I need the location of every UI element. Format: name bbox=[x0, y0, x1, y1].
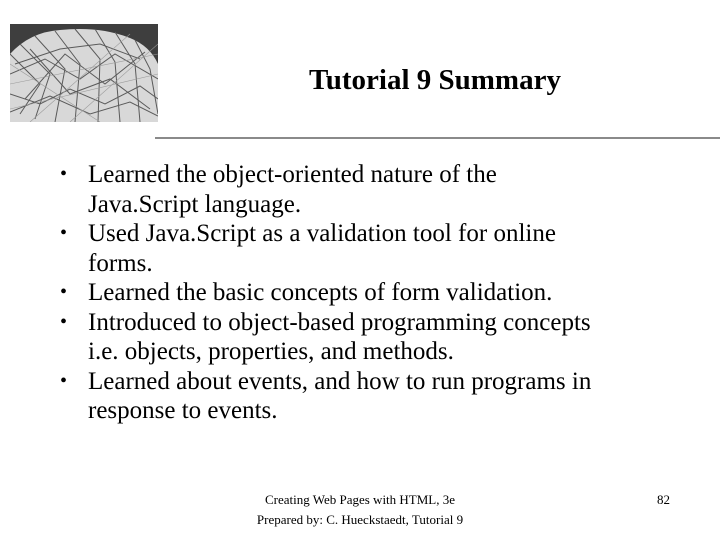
footer-line: Creating Web Pages with HTML, 3e bbox=[264, 492, 456, 507]
bullet-dot-icon: • bbox=[60, 222, 68, 244]
bullet-dot-icon: • bbox=[60, 310, 68, 333]
bullet-item bbox=[54, 219, 694, 278]
bullet-text-line: Used Java.Script as a validation tool for online bbox=[88, 220, 556, 247]
bullet-dot-icon: • bbox=[60, 163, 68, 185]
bullet-dot-icon: • bbox=[60, 369, 68, 392]
bullet-item bbox=[54, 308, 694, 367]
slide-footer bbox=[200, 490, 520, 530]
title-divider bbox=[155, 137, 720, 139]
footer-line: Prepared by: C. Hueckstaedt, Tutorial 9 bbox=[256, 512, 464, 527]
bullet-text-line: Java.Script language. bbox=[88, 190, 302, 218]
bullet-dot-icon: • bbox=[60, 281, 68, 303]
bullet-text-line: Learned the object-oriented nature of the bbox=[88, 161, 497, 188]
wireframe-net-graphic bbox=[10, 24, 158, 122]
bullet-text-line: Learned the basic concepts of form validation. bbox=[88, 279, 553, 306]
bullet-list bbox=[54, 160, 694, 426]
bullet-text-line: response to events. bbox=[88, 397, 278, 424]
bullet-text-line: Introduced to object-based programming concepts bbox=[88, 308, 591, 336]
page-number: 82 bbox=[657, 492, 670, 507]
wireframe-net-image bbox=[10, 24, 158, 122]
slide-title: Tutorial 9 Summary bbox=[309, 64, 561, 96]
bullet-item bbox=[54, 160, 694, 219]
bullet-item bbox=[54, 278, 694, 308]
bullet-text-line: Learned about events, and how to run programs in bbox=[88, 367, 592, 395]
bullet-text-line: i.e. objects, properties, and methods. bbox=[88, 338, 454, 365]
bullet-item bbox=[54, 367, 694, 426]
bullet-text-line: forms. bbox=[88, 249, 153, 277]
